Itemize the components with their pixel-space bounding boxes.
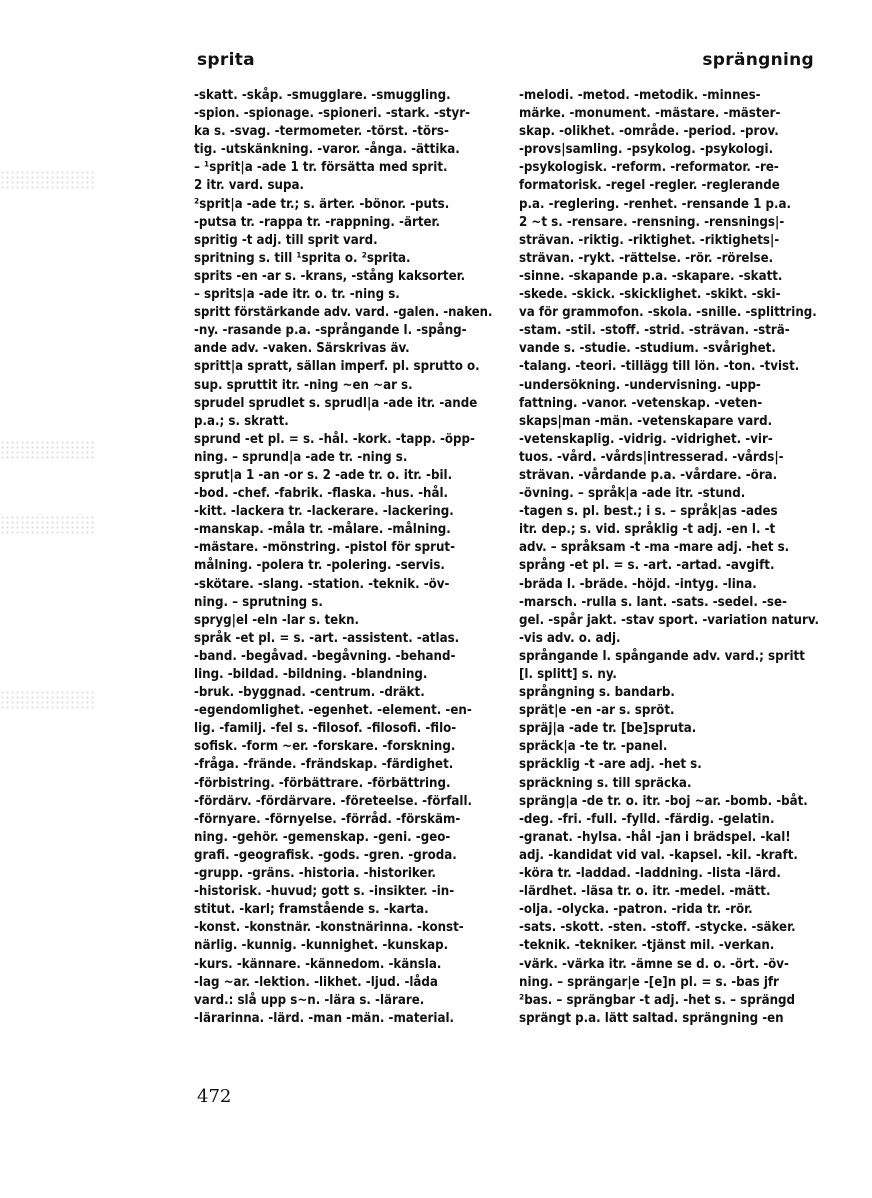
dictionary-line: -ny. -rasande p.a. -språngande l. -spång-: [194, 323, 467, 339]
scan-artifact: [0, 170, 95, 190]
dictionary-line: spritt förstärkande adv. vard. -galen. -naken.: [194, 305, 493, 321]
dictionary-line: spritig -t adj. till sprit vard.: [194, 232, 378, 248]
dictionary-line: -granat. -hylsa. -hål -jan i brädspel. -kal!: [519, 829, 791, 845]
dictionary-line: målning. -polera tr. -polering. -servis.: [194, 558, 445, 574]
dictionary-line: spritt|a spratt, sällan imperf. pl. sprutto o.: [194, 359, 480, 375]
dictionary-line: -teknik. -tekniker. -tjänst mil. -verkan.: [519, 938, 775, 954]
right-column: [519, 87, 819, 1028]
dictionary-line: -band. -begåvad. -begåvning. -behand-: [194, 648, 456, 664]
dictionary-line: -förnyare. -förnyelse. -förråd. -förskäm-: [194, 811, 461, 827]
dictionary-line: vande s. -studie. -studium. -svårighet.: [519, 341, 776, 357]
dictionary-line: -kurs. -kännare. -kännedom. -känsla.: [194, 956, 442, 972]
scan-artifact: [0, 515, 95, 535]
dictionary-line: -fråga. -frände. -frändskap. -färdighet.: [194, 757, 454, 773]
dictionary-line: märke. -monument. -mästare. -mäster-: [519, 106, 781, 122]
dictionary-line: sprät|e -en -ar s. spröt.: [519, 703, 675, 719]
dictionary-line: språng -et pl. = s. -art. -artad. -avgift.: [519, 558, 775, 574]
dictionary-line: va för grammofon. -skola. -snille. -splittring.: [519, 305, 817, 321]
dictionary-line: stitut. -karl; framstående s. -karta.: [194, 902, 429, 918]
dictionary-line: p.a.; s. skratt.: [194, 413, 289, 429]
dictionary-line: spritning s. till ¹sprita o. ²sprita.: [194, 250, 411, 266]
dictionary-line: spräng|a -de tr. o. itr. -boj ~ar. -bomb. -båt.: [519, 793, 808, 809]
dictionary-line: -undersökning. -undervisning. -upp-: [519, 377, 761, 393]
dictionary-line: sofisk. -form ~er. -forskare. -forskning.: [194, 739, 456, 755]
dictionary-line: grafi. -geografisk. -gods. -gren. -groda.: [194, 847, 457, 863]
dictionary-line: strävan. -vårdande p.a. -vårdare. -öra.: [519, 467, 778, 483]
dictionary-line: fattning. -vanor. -vetenskap. -veten-: [519, 395, 763, 411]
dictionary-line: -övning. – språk|a -ade itr. -stund.: [519, 486, 746, 502]
dictionary-line: -bräda l. -bräde. -höjd. -intyg. -lina.: [519, 576, 757, 592]
scan-artifact: [0, 440, 95, 460]
dictionary-line: adj. -kandidat vid val. -kapsel. -kil. -kraft.: [519, 847, 798, 863]
dictionary-line: -egendomlighet. -egenhet. -element. -en-: [194, 703, 472, 719]
dictionary-line: spräck|a -te tr. -panel.: [519, 739, 668, 755]
dictionary-line: – sprits|a -ade itr. o. tr. -ning s.: [194, 287, 400, 303]
dictionary-line: -putsa tr. -rappa tr. -rappning. -ärter.: [194, 214, 441, 230]
dictionary-line: -manskap. -måla tr. -målare. -målning.: [194, 522, 451, 538]
dictionary-line: -talang. -teori. -tillägg till lön. -ton. -tvist.: [519, 359, 800, 375]
dictionary-line: -grupp. -gräns. -historia. -historiker.: [194, 866, 436, 882]
dictionary-line: sprängt p.a. lätt saltad. sprängning -en: [519, 1010, 784, 1026]
dictionary-line: -bod. -chef. -fabrik. -flaska. -hus. -hål.: [194, 486, 449, 502]
dictionary-line: -lag ~ar. -lektion. -likhet. -ljud. -låda: [194, 974, 438, 990]
dictionary-line: ning. – sprund|a -ade tr. -ning s.: [194, 449, 408, 465]
dictionary-line: spräcklig -t -are adj. -het s.: [519, 757, 702, 773]
dictionary-line: ande adv. -vaken. Särskrivas äv.: [194, 341, 410, 357]
dictionary-line: ²bas. – sprängbar -t adj. -het s. – sprängd: [519, 992, 796, 1008]
dictionary-line: -melodi. -metod. -metodik. -minnes-: [519, 88, 761, 103]
dictionary-line: adv. – språksam -t -ma -mare adj. -het s.: [519, 540, 790, 556]
dictionary-line: sup. spruttit itr. -ning ~en ~ar s.: [194, 377, 413, 393]
dictionary-line: itr. dep.; s. vid. språklig -t adj. -en l. -t: [519, 522, 776, 538]
dictionary-line: -psykologisk. -reform. -reformator. -re-: [519, 160, 779, 176]
dictionary-line: p.a. -reglering. -renhet. -rensande 1 p.a.: [519, 196, 792, 212]
running-header-left: sprita: [197, 50, 255, 70]
page-number: 472: [197, 1086, 232, 1107]
dictionary-line: -tagen s. pl. best.; i s. – språk|as -ades: [519, 504, 778, 520]
dictionary-line: vard.: slå upp s~n. -lära s. -lärare.: [194, 992, 425, 1008]
scan-artifact: [0, 690, 95, 710]
dictionary-line: spräj|a -ade tr. [be]spruta.: [519, 721, 697, 737]
dictionary-line: strävan. -riktig. -riktighet. -riktighets|-: [519, 232, 780, 248]
dictionary-line: språngning s. bandarb.: [519, 685, 675, 701]
dictionary-line: -värk. -värka itr. -ämne se d. o. -ört. -öv-: [519, 956, 789, 972]
dictionary-line: sprudel sprudlet s. sprudl|a -ade itr. -ande: [194, 395, 478, 411]
dictionary-line: lig. -familj. -fel s. -filosof. -filosofi. -filo-: [194, 721, 457, 737]
dictionary-line: -stam. -stil. -stoff. -strid. -strävan. -strä-: [519, 323, 790, 339]
dictionary-line: sprut|a 1 -an -or s. 2 -ade tr. o. itr. -bil.: [194, 467, 453, 483]
dictionary-line: skaps|man -män. -vetenskapare vard.: [519, 413, 773, 429]
dictionary-line: ning. – sprängar|e -[e]n pl. = s. -bas jfr: [519, 974, 779, 990]
running-header-right: sprängning: [702, 50, 814, 70]
dictionary-line: ²sprit|a -ade tr.; s. ärter. -bönor. -puts.: [194, 196, 450, 212]
dictionary-line: -vetenskaplig. -vidrig. -vidrighet. -vir-: [519, 431, 773, 447]
dictionary-line: gel. -spår jakt. -stav sport. -variation naturv.: [519, 612, 819, 628]
dictionary-line: språngande l. spångande adv. vard.; spritt: [519, 648, 805, 664]
dictionary-line: ka s. -svag. -termometer. -törst. -törs-: [194, 124, 449, 140]
dictionary-line: -mästare. -mönstring. -pistol för sprut-: [194, 540, 456, 556]
dictionary-line: -köra tr. -laddad. -laddning. -lista -lärd.: [519, 866, 781, 882]
dictionary-line: 2 itr. vard. supa.: [194, 178, 304, 194]
dictionary-line: -olja. -olycka. -patron. -rida tr. -rör.: [519, 902, 753, 918]
dictionary-line: spryg|el -eln -lar s. tekn.: [194, 612, 360, 628]
dictionary-line: skap. -olikhet. -område. -period. -prov.: [519, 124, 779, 140]
dictionary-line: sprund -et pl. = s. -hål. -kork. -tapp. -öpp-: [194, 431, 475, 447]
dictionary-line: -sinne. -skapande p.a. -skapare. -skatt.: [519, 268, 783, 284]
dictionary-line: strävan. -rykt. -rättelse. -rör. -rörelse.: [519, 250, 774, 266]
dictionary-line: närlig. -kunnig. -kunnighet. -kunskap.: [194, 938, 449, 954]
dictionary-line: -deg. -fri. -full. -fylld. -färdig. -gelatin.: [519, 811, 775, 827]
dictionary-line: -skede. -skick. -skicklighet. -skikt. -ski-: [519, 287, 781, 303]
left-column: [194, 87, 494, 1028]
dictionary-line: -vis adv. o. adj.: [519, 630, 621, 646]
dictionary-line: -lärdhet. -läsa tr. o. itr. -medel. -mätt.: [519, 884, 771, 900]
dictionary-line: – ¹sprit|a -ade 1 tr. försätta med sprit.: [194, 160, 448, 176]
dictionary-line: språk -et pl. = s. -art. -assistent. -atlas.: [194, 630, 460, 646]
dictionary-line: -spion. -spionage. -spioneri. -stark. -styr-: [194, 106, 471, 122]
dictionary-line: -marsch. -rulla s. lant. -sats. -sedel. -se-: [519, 594, 787, 610]
dictionary-line: spräckning s. till spräcka.: [519, 775, 692, 791]
dictionary-line: ning. -gehör. -gemenskap. -geni. -geo-: [194, 829, 451, 845]
dictionary-line: -konst. -konstnär. -konstnärinna. -konst-: [194, 920, 464, 936]
dictionary-line: sprits -en -ar s. -krans, -stång kaksorter.: [194, 268, 466, 284]
dictionary-line: [l. splitt] s. ny.: [519, 667, 617, 682]
dictionary-line: -skötare. -slang. -station. -teknik. -öv-: [194, 576, 450, 592]
dictionary-line: tuos. -vård. -vårds|intresserad. -vårds|-: [519, 449, 784, 465]
dictionary-line: -sats. -skott. -sten. -stoff. -stycke. -säker.: [519, 920, 796, 936]
dictionary-line: formatorisk. -regel -regler. -reglerande: [519, 178, 780, 194]
dictionary-line: -bruk. -byggnad. -centrum. -dräkt.: [194, 685, 425, 701]
dictionary-line: ling. -bildad. -bildning. -blandning.: [194, 667, 428, 682]
dictionary-line: -historisk. -huvud; gott s. -insikter. -in-: [194, 884, 455, 900]
dictionary-line: -kitt. -lackera tr. -lackerare. -lackering.: [194, 504, 454, 520]
dictionary-line: tig. -utskänkning. -varor. -ånga. -ättika.: [194, 142, 460, 158]
dictionary-line: ning. – sprutning s.: [194, 594, 323, 610]
dictionary-line: -förbistring. -förbättrare. -förbättring.: [194, 775, 451, 791]
dictionary-line: -skatt. -skåp. -smugglare. -smuggling.: [194, 88, 451, 103]
dictionary-line: 2 ~t s. -rensare. -rensning. -rensnings|-: [519, 214, 785, 230]
dictionary-line: -lärarinna. -lärd. -man -män. -material.: [194, 1010, 455, 1026]
dictionary-line: -fördärv. -fördärvare. -företeelse. -förfall.: [194, 793, 473, 809]
dictionary-line: -provs|samling. -psykolog. -psykologi.: [519, 142, 774, 158]
